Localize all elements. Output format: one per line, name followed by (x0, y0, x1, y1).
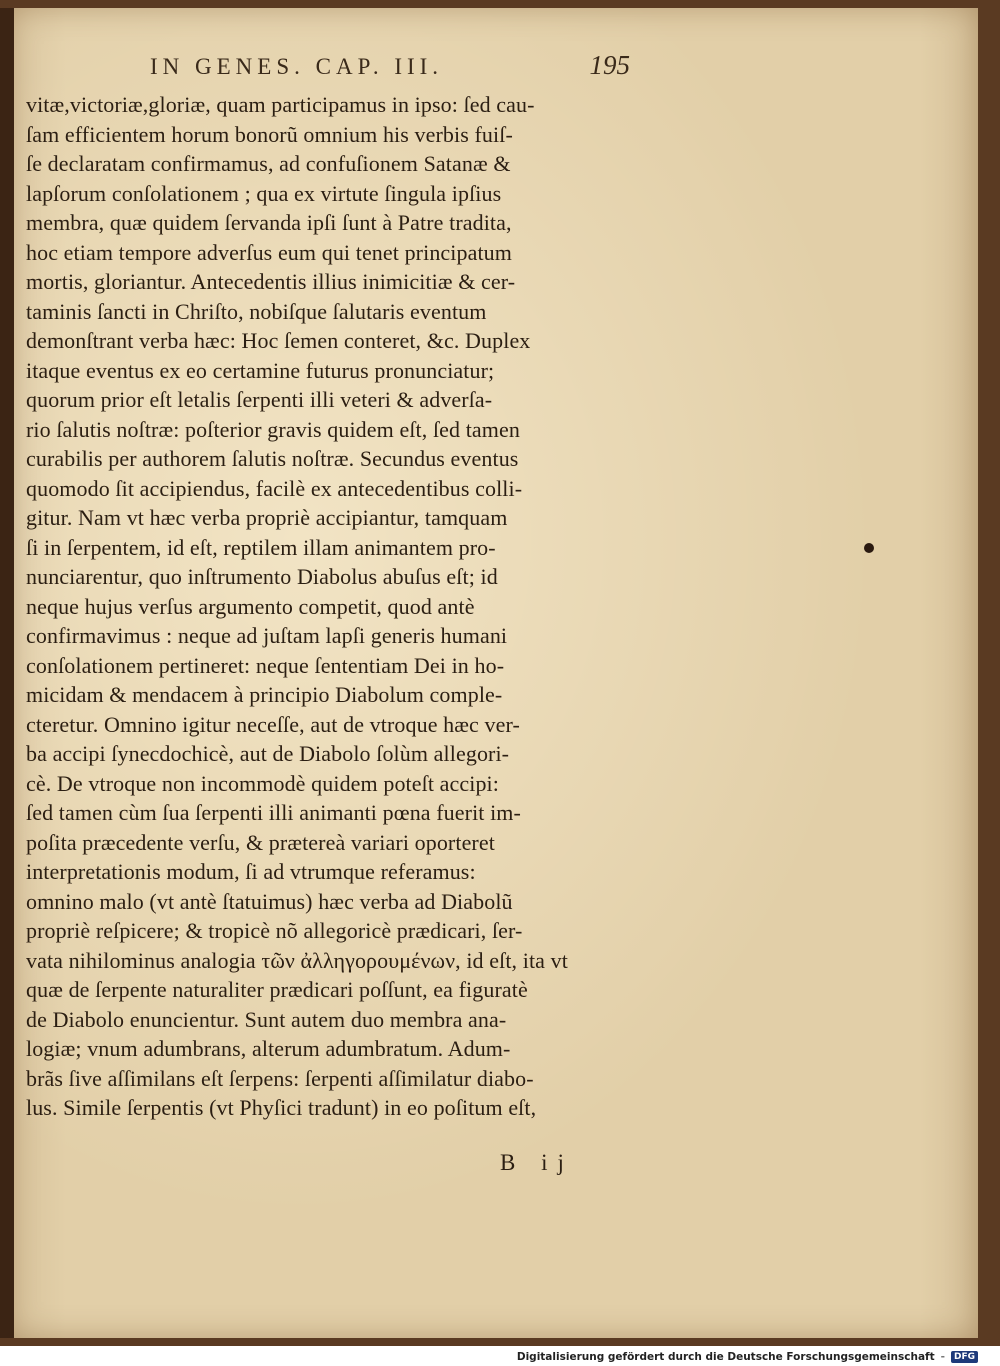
book-binding-edge (0, 8, 14, 1338)
text-line: ſe declaratam confirmamus, ad confuſionem Satanæ & (26, 151, 511, 176)
text-line: ba accipi ſynecdochicè, aut de Diabolo ſolùm allegori- (26, 741, 510, 766)
text-line: ſam efficientem horum bonorũ omnium his verbis fuiſ- (26, 121, 513, 147)
text-line: lapſorum conſolationem ; qua ex virtute ſingula ipſius (26, 180, 502, 206)
text-line: gitur. Nam vt hæc verba propriè accipiantur, tamquam (26, 505, 508, 530)
text-line: micidam & mendacem à principio Diabolum comple- (26, 682, 503, 707)
text-line: quomodo ſit accipiendus, facilè ex antecedentibus colli- (26, 475, 523, 501)
text-line: logiæ; vnum adumbrans, alterum adumbratum. Adum- (26, 1036, 511, 1061)
text-line: nunciarentur, quo inſtrumento Diabolus abuſus eſt; id (26, 564, 498, 589)
signature-mark: B ij (500, 1150, 574, 1175)
text-line: de Diabolo enuncientur. Sunt autem duo membra ana- (26, 1006, 507, 1032)
text-line: demonſtrant verba hæc: Hoc ſemen conteret, &c. Duplex (26, 328, 531, 353)
ink-spot (864, 543, 874, 553)
text-line: conſolationem pertineret: neque ſententiam Dei in ho- (26, 652, 505, 678)
text-line: vitæ,victoriæ,gloriæ, quam participamus in ipso: ſed cau- (26, 92, 535, 117)
page-number: 195 (589, 50, 630, 80)
dfg-logo-icon: DFG (951, 1351, 978, 1363)
text-line: taminis ſancti in Chriſto, nobiſque ſalutaris eventum (26, 298, 487, 324)
text-line: cè. De vtroque non incommodè quidem poteſt accipi: (26, 770, 499, 796)
text-line: quorum prior eſt letalis ſerpenti illi veteri & adverſa- (26, 387, 493, 412)
text-line: confirmavimus : neque ad juſtam lapſi generis humani (26, 623, 508, 648)
text-line: lus. Simile ſerpentis (vt Phyſici tradunt) in eo poſitum eſt, (26, 1095, 537, 1120)
text-line: interpretationis modum, ſi ad vtrumque referamus: (26, 859, 476, 884)
text-line: membra, quæ quidem ſervanda ipſi ſunt à Patre tradita, (26, 210, 512, 235)
text-line: propriè reſpicere; & tropicè nõ allegoricè prædicari, ſer- (26, 918, 523, 943)
text-line: quæ de ſerpente naturaliter prædicari poſſunt, ea figuratè (26, 977, 528, 1002)
text-line: itaque eventus ex eo certamine futurus pronunciatur; (26, 357, 495, 383)
text-line: omnino malo (vt antè ſtatuimus) hæc verba ad Diabolũ (26, 888, 513, 914)
text-line: mortis, gloriantur. Antecedentis illius inimicitiæ & cer- (26, 269, 516, 294)
text-line: neque hujus verſus argumento competit, quod antè (26, 593, 475, 619)
funding-footer (517, 1349, 978, 1365)
text-line: ſed tamen cùm ſua ſerpenti illi animanti pœna fuerit im- (26, 800, 521, 825)
footer-separator: - (940, 1351, 945, 1363)
text-line: curabilis per authorem ſalutis noſtræ. Secundus eventus (26, 446, 519, 471)
running-head (150, 50, 630, 90)
text-line: hoc etiam tempore adverſus eum qui tenet principatum (26, 239, 512, 265)
text-line: brãs ſive aſſimilans eſt ſerpens: ſerpenti aſſimilatur diabo- (26, 1065, 534, 1091)
text-line: rio ſalutis noſtræ: poſterior gravis quidem eſt, ſed tamen (26, 416, 520, 442)
text-line: cteretur. Omnino igitur neceſſe, aut de vtroque hæc ver- (26, 711, 520, 737)
body-text (26, 90, 636, 1123)
text-line: ſi in ſerpentem, id eſt, reptilem illam animantem pro- (26, 534, 496, 560)
text-line: vata nihilominus analogia τῶν ἀλληγορουμένων, id eſt, ita vt (26, 947, 568, 973)
text-line: poſita præcedente verſu, & prætereà variari oporteret (26, 829, 495, 855)
footer-text: Digitalisierung gefördert durch die Deutsche Forschungsgemeinschaft (516, 1351, 935, 1363)
running-head-title: IN GENES. CAP. III. (150, 54, 444, 79)
